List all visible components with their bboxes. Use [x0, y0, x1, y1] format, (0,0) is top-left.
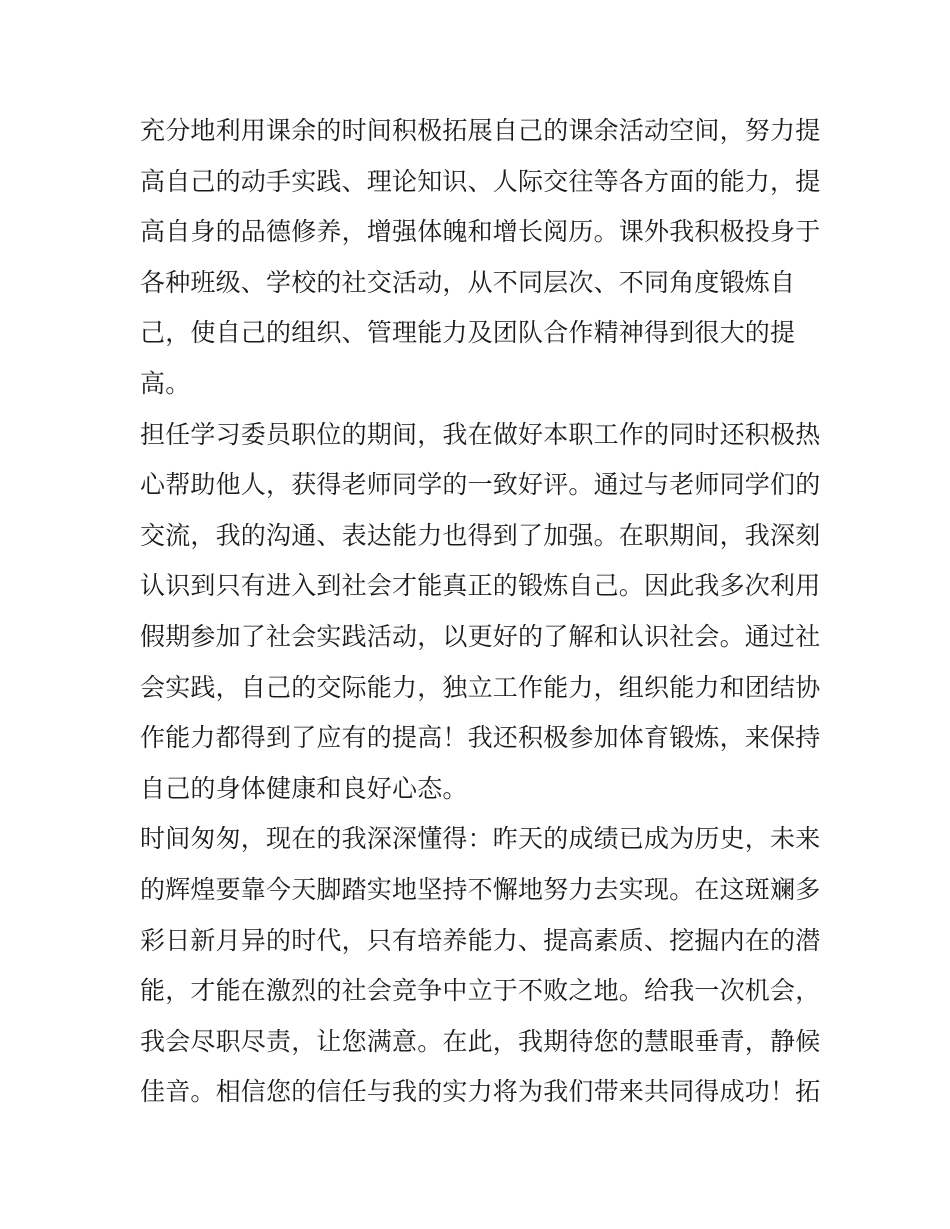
text-line: 各种班级、学校的社交活动，从不同层次、不同角度锻炼自: [140, 267, 796, 297]
text-line: 高。: [140, 368, 191, 398]
text-line: 认识到只有进入到社会才能真正的锻炼自己。因此我多次利用: [140, 571, 821, 601]
text-line: 自己的身体健康和良好心态。: [140, 773, 468, 803]
text-line: 高自身的品德修养，增强体魄和增长阅历。课外我积极投身于: [140, 217, 821, 247]
text-line: 充分地利用课余的时间积极拓展自己的课余活动空间，努力提: [140, 116, 821, 145]
text-line: 作能力都得到了应有的提高！我还积极参加体育锻炼，来保持: [140, 723, 821, 753]
text-line: 己，使自己的组织、管理能力及团队合作精神得到很大的提: [140, 318, 796, 348]
document-body: [140, 106, 820, 1118]
text-line: 假期参加了社会实践活动，以更好的了解和认识社会。通过社: [140, 621, 821, 651]
text-line: 能，才能在激烈的社会竞争中立于不败之地。给我一次机会，: [140, 976, 821, 1006]
text-line: 佳音。相信您的信任与我的实力将为我们带来共同得成功！拓: [140, 1077, 821, 1107]
text-line: 会实践，自己的交际能力，独立工作能力，组织能力和团结协: [140, 672, 821, 702]
text-line: 时间匆匆，现在的我深深懂得：昨天的成绩已成为历史，未来: [140, 824, 821, 854]
text-line: 彩日新月异的时代，只有培养能力、提高素质、挖掘内在的潜: [140, 925, 821, 955]
text-line: 我会尽职尽责，让您满意。在此，我期待您的慧眼垂青，静候: [140, 1026, 821, 1056]
text-line: 担任学习委员职位的期间，我在做好本职工作的同时还积极热: [140, 419, 821, 449]
text-line: 高自己的动手实践、理论知识、人际交往等各方面的能力，提: [140, 166, 821, 196]
text-line: 的辉煌要靠今天脚踏实地坚持不懈地努力去实现。在这斑斓多: [140, 874, 821, 904]
text-line: 心帮助他人，获得老师同学的一致好评。通过与老师同学们的: [140, 470, 821, 500]
text-line: 交流，我的沟通、表达能力也得到了加强。在职期间，我深刻: [140, 520, 821, 550]
